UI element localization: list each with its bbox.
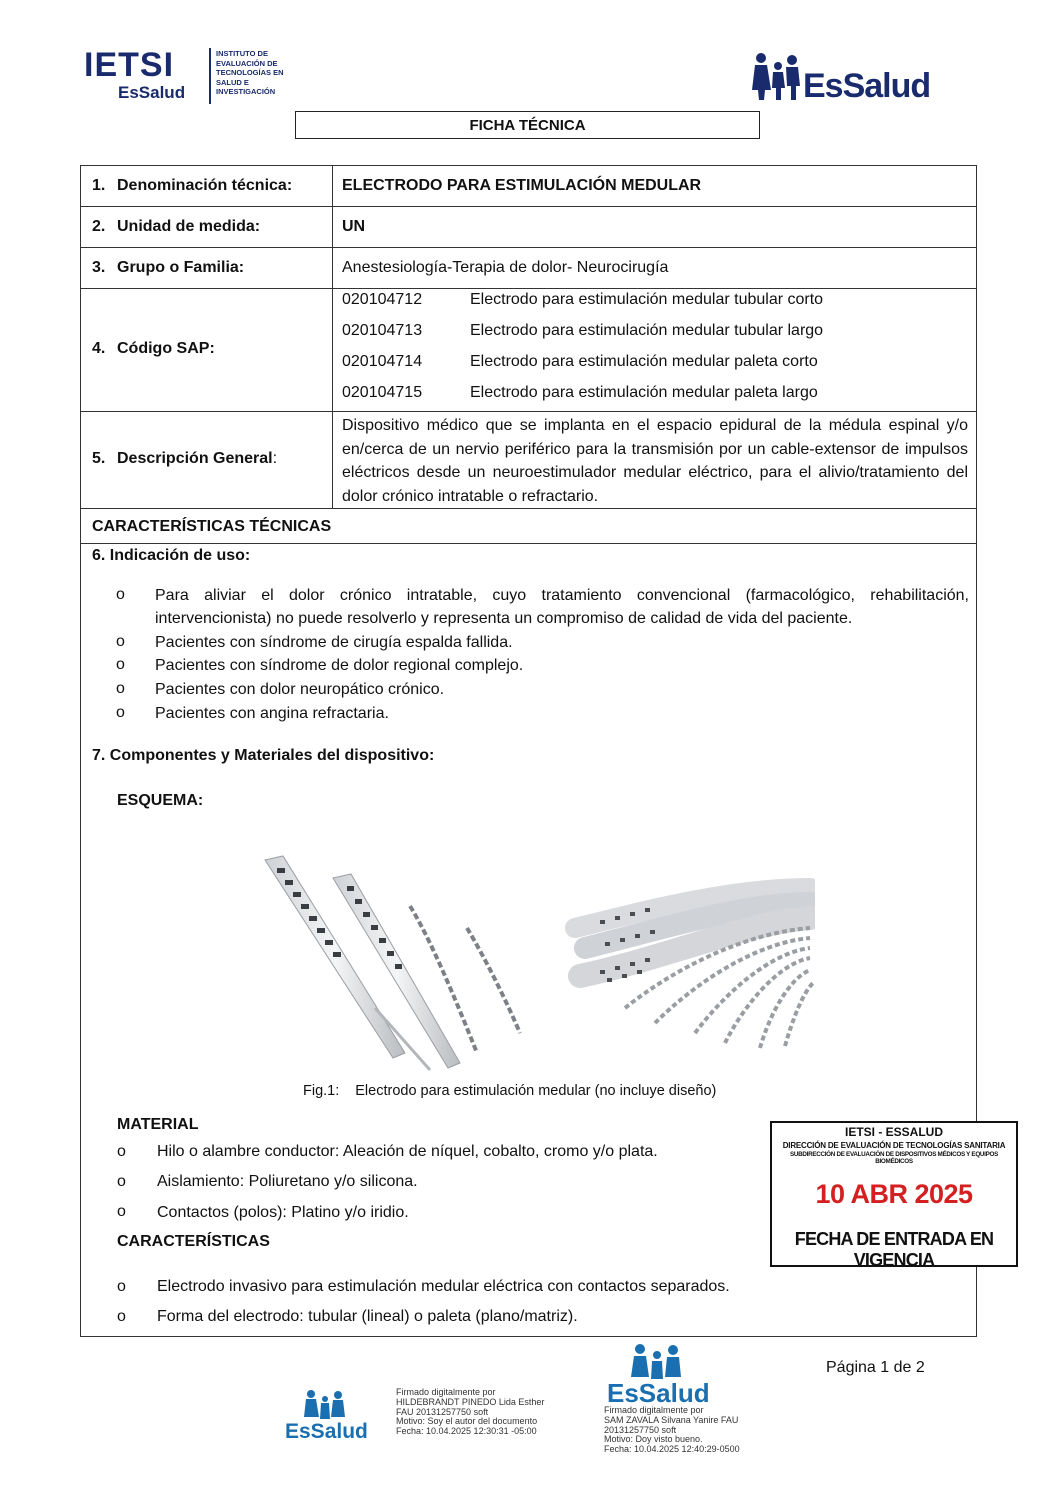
indicacion-item: Pacientes con dolor neuropático crónico. bbox=[155, 681, 445, 698]
bullet-marker: o bbox=[116, 704, 125, 721]
sap-code: 020104715 bbox=[342, 384, 423, 401]
unidad-value: UN bbox=[342, 218, 366, 235]
sap-code: 020104712 bbox=[342, 291, 423, 308]
signature-line: 20131257750 soft bbox=[604, 1424, 677, 1435]
signature-line: HILDEBRANDT PINEDO Lida Esther bbox=[396, 1396, 545, 1407]
row-divider bbox=[80, 543, 977, 544]
row-divider bbox=[80, 508, 977, 509]
sap-description: Electrodo para estimulación medular tubular corto bbox=[470, 291, 824, 308]
signature-line: SAM ZAVALA Silvana Yanire FAU bbox=[604, 1414, 739, 1425]
row-divider bbox=[80, 247, 977, 248]
row-divider bbox=[80, 411, 977, 412]
indicacion-item: Para aliviar el dolor crónico intratable, cuyo tratamiento convencional (farmacológico, rehabilitación, intervencionista) no puede resolverlo y representa un compromiso de calidad de vida del paciente. bbox=[155, 587, 969, 627]
stamp-date: 10 ABR 2025 bbox=[815, 1179, 973, 1209]
section-heading: CARACTERÍSTICAS TÉCNICAS bbox=[92, 518, 332, 535]
electrode-illustration bbox=[255, 848, 815, 1073]
bullet-marker: o bbox=[116, 633, 125, 650]
signature-logo-word: EsSalud bbox=[607, 1378, 710, 1408]
essalud-logo-word: EsSalud bbox=[803, 67, 931, 105]
caracteristicas-heading: CARACTERÍSTICAS bbox=[117, 1233, 270, 1250]
signature-line: Firmado digitalmente por bbox=[396, 1387, 496, 1397]
ietsi-institute-name bbox=[216, 49, 306, 97]
essalud-family-icon bbox=[751, 52, 803, 102]
caracteristicas-item: Electrodo invasivo para estimulación medular eléctrica con contactos separados. bbox=[157, 1278, 730, 1295]
material-item: Contactos (polos): Platino y/o iridio. bbox=[157, 1204, 409, 1221]
signature-line: Firmado digitalmente por bbox=[604, 1405, 704, 1415]
sap-description: Electrodo para estimulación medular tubular largo bbox=[470, 322, 824, 339]
bullet-marker: o bbox=[116, 586, 125, 603]
row-number: 2. bbox=[92, 218, 106, 235]
sap-label bbox=[92, 340, 215, 358]
grupo-label bbox=[92, 259, 244, 277]
bullet-marker: o bbox=[117, 1308, 126, 1325]
sap-code: 020104713 bbox=[342, 322, 423, 339]
stamp-subdireccion: SUBDIRECCIÓN DE EVALUACIÓN DE DISPOSITIVOS MÉDICOS Y EQUIPOS BIOMÉDICOS bbox=[789, 1151, 999, 1165]
indicacion-item: Pacientes con angina refractaria. bbox=[155, 705, 389, 722]
denominacion-label bbox=[92, 177, 292, 195]
descripcion-label bbox=[92, 450, 277, 468]
ietsi-logo-sub: EsSalud bbox=[118, 83, 186, 102]
vigencia-stamp bbox=[770, 1121, 1018, 1270]
sap-code: 020104714 bbox=[342, 353, 423, 370]
grupo-value: Anestesiología-Terapia de dolor- Neurocirugía bbox=[342, 259, 669, 276]
figure-label: Fig.1: bbox=[303, 1083, 340, 1099]
ietsi-logo-word: IETSI bbox=[84, 46, 175, 84]
essalud-family-icon bbox=[630, 1343, 684, 1381]
row-label: Grupo o Familia: bbox=[117, 259, 245, 276]
signature-line: Motivo: Soy el autor del documento bbox=[396, 1416, 538, 1427]
row-label: Denominación técnica: bbox=[117, 177, 293, 194]
row-label-colon: : bbox=[272, 450, 278, 467]
caracteristicas-item: Forma del electrodo: tubular (lineal) o paleta (plano/matriz). bbox=[157, 1308, 578, 1325]
stamp-vigencia: FECHA DE ENTRADA EN VIGENCIA bbox=[794, 1229, 994, 1270]
bullet-marker: o bbox=[117, 1173, 126, 1190]
bullet-marker: o bbox=[117, 1143, 126, 1160]
ietsi-institute-line: INVESTIGACIÓN bbox=[216, 87, 276, 96]
page-number: Página 1 de 2 bbox=[826, 1359, 925, 1376]
indicacion-heading: 6. Indicación de uso: bbox=[92, 547, 251, 564]
ietsi-logo-divider bbox=[209, 48, 211, 104]
essalud-family-icon bbox=[303, 1389, 347, 1421]
esquema-heading: ESQUEMA: bbox=[117, 792, 204, 809]
signature-line: FAU 20131257750 soft bbox=[396, 1406, 489, 1417]
stamp-direccion: DIRECCIÓN DE EVALUACIÓN DE TECNOLOGÍAS SANITARIA bbox=[782, 1141, 1006, 1150]
row-divider bbox=[80, 206, 977, 207]
material-item: Hilo o alambre conductor: Aleación de níquel, cobalto, cromo y/o plata. bbox=[157, 1143, 658, 1160]
paddle-leads bbox=[575, 888, 813, 1048]
figure-caption bbox=[303, 1083, 732, 1099]
bullet-marker: o bbox=[117, 1278, 126, 1295]
componentes-heading: 7. Componentes y Materiales del dispositivo: bbox=[92, 747, 435, 764]
digital-signature-2 bbox=[604, 1406, 740, 1455]
digital-signature-1 bbox=[396, 1388, 544, 1437]
denominacion-value: ELECTRODO PARA ESTIMULACIÓN MEDULAR bbox=[342, 177, 702, 194]
indicacion-item: Pacientes con síndrome de dolor regional complejo. bbox=[155, 657, 524, 674]
signature-line: Fecha: 10.04.2025 12:40:29-0500 bbox=[604, 1444, 740, 1455]
signature-line: Motivo: Doy visto bueno. bbox=[604, 1434, 703, 1445]
material-heading: MATERIAL bbox=[117, 1116, 199, 1133]
sap-description: Electrodo para estimulación medular paleta corto bbox=[470, 353, 818, 370]
signature-logo-word: EsSalud bbox=[285, 1420, 368, 1443]
row-divider bbox=[80, 288, 977, 289]
ietsi-institute-line: SALUD E bbox=[216, 77, 249, 87]
ietsi-institute-line: TECNOLOGÍAS EN bbox=[216, 68, 284, 77]
descripcion-value: Dispositivo médico que se implanta en el espacio epidural de la médula espinal y/o en/cerca de un nervio periférico para la transmisión por un cable-extensor de impulsos eléctricos desde un neuroestimulador medular eléctrico, para el alivio/tratamiento del dolor crónico intratable o refractario. bbox=[342, 417, 968, 505]
page-title: FICHA TÉCNICA bbox=[295, 111, 760, 139]
thin-lead bbox=[467, 928, 520, 1033]
bullet-marker: o bbox=[116, 680, 125, 697]
row-label: Descripción General bbox=[117, 450, 273, 467]
column-divider bbox=[332, 165, 333, 508]
row-number: 4. bbox=[92, 340, 106, 357]
bullet-marker: o bbox=[117, 1203, 126, 1220]
stamp-org: IETSI - ESSALUD bbox=[844, 1125, 943, 1139]
row-number: 5. bbox=[92, 450, 106, 467]
figure-caption-text: Electrodo para estimulación medular (no incluye diseño) bbox=[355, 1083, 717, 1099]
ietsi-institute-line: INSTITUTO DE bbox=[216, 49, 268, 58]
row-label: Código SAP: bbox=[117, 340, 215, 357]
ietsi-institute-line: EVALUACIÓN DE bbox=[216, 58, 278, 68]
signature-line: Fecha: 10.04.2025 12:30:31 -05:00 bbox=[396, 1426, 537, 1437]
row-label: Unidad de medida: bbox=[117, 218, 261, 235]
indicacion-item: Pacientes con síndrome de cirugía espalda fallida. bbox=[155, 634, 513, 651]
material-item: Aislamiento: Poliuretano y/o silicona. bbox=[157, 1173, 418, 1190]
row-number: 1. bbox=[92, 177, 106, 194]
bullet-marker: o bbox=[116, 656, 125, 673]
sap-description: Electrodo para estimulación medular paleta largo bbox=[470, 384, 818, 401]
unidad-label bbox=[92, 218, 260, 236]
row-number: 3. bbox=[92, 259, 106, 276]
